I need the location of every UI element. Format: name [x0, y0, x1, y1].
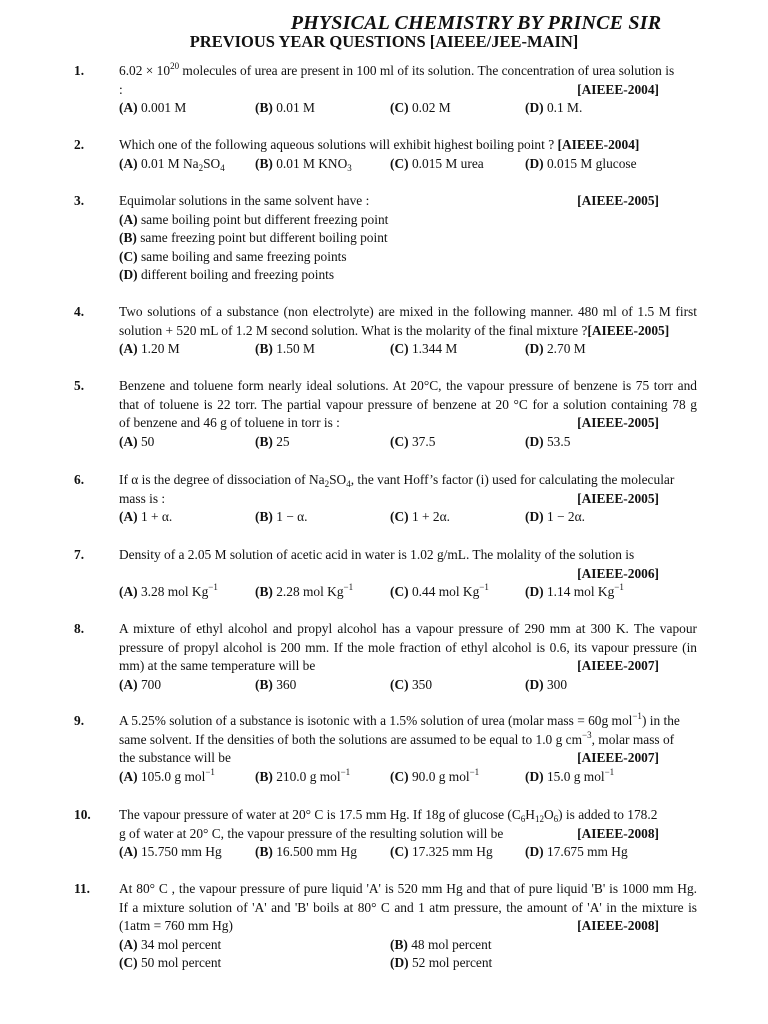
option-c: (C) 0.015 M urea: [390, 155, 484, 171]
option-b: (B) 48 mol percent: [390, 936, 492, 952]
question-body: [119, 712, 697, 786]
option-d: (D) 0.1 M.: [525, 100, 583, 116]
option-c: (C) 1.344 M: [390, 341, 458, 357]
option-b: (B) 360: [255, 676, 297, 692]
option-a: (A) 105.0 g mol$^{-1}$: [119, 766, 215, 784]
exam-source: [AIEEE-2004]: [557, 137, 640, 152]
exam-source: [AIEEE-2008]: [577, 825, 659, 841]
option-b: (B) 1.50 M: [255, 341, 315, 357]
option-a: (A) 1 + α.: [119, 509, 173, 525]
question-number: 9.: [74, 713, 85, 728]
question-text: At 80° C , the vapour pressure of pure liquid 'A' is 520 mm Hg and that of pure liquid 'B' is 1000 mm Hg.: [119, 881, 697, 896]
options-row: [119, 99, 697, 118]
option-a: (A) 0.01 M $Na_2SO_4$: [119, 155, 225, 173]
option-c: (C) 0.02 M: [390, 100, 451, 116]
exam-source: [AIEEE-2005]: [577, 415, 659, 431]
question-text: of benzene and 46 g of toluene in torr is : [AIEEE-2005]: [119, 414, 697, 433]
options-row: [119, 936, 697, 955]
question-body: [119, 620, 697, 694]
option-b: (B) 16.500 mm Hg: [255, 844, 357, 860]
question-text: pressure of propyl alcohol is 200 mm. If the mole fraction of ethyl alcohol is 0.6, its vapour pressure (in: [119, 639, 697, 655]
question-number: 10.: [74, 807, 91, 822]
options-row: [119, 583, 697, 602]
question-number: 2.: [74, 137, 85, 152]
question-body: [119, 377, 697, 451]
options-row: [119, 843, 697, 862]
option-a: (A) 34 mol percent: [119, 936, 222, 952]
option-b: (B) 2.28 mol $Kg^{-1}$: [255, 582, 354, 600]
options-row: [119, 768, 697, 787]
question-body: [119, 806, 697, 862]
question-text: [119, 565, 697, 584]
question-text: : [AIEEE-2004]: [119, 81, 697, 100]
option-c: (C) 50 mol percent: [119, 955, 222, 971]
question-text: Density of a 2.05 M solution of acetic acid in water is 1.02 g/mL. The molality of the solution is: [119, 547, 635, 562]
option-c: (C) 0.44 mol $Kg^{-1}$: [390, 582, 489, 600]
question-text: If a mixture solution of 'A' and 'B' boils at 80° C and 1 atm pressure, the amount of 'A' in the mixture is: [119, 899, 697, 915]
question-text: solution + 520 mL of 1.2 M second solution. What is the molarity of the final mixture ?[AIEEE-2005]: [119, 322, 670, 338]
question-text: (1atm = 760 mm Hg) [AIEEE-2008]: [119, 917, 697, 936]
exam-source: [AIEEE-2005]: [577, 490, 659, 506]
option-a: (A) 3.28 mol $Kg^{-1}$: [119, 582, 218, 600]
option-d: (D) 1.14 mol $Kg^{-1}$: [525, 582, 624, 600]
question-text: that of toluene is 22 torr. The partial vapour pressure of benzene at 20 °C for a solution containing 78 g: [119, 396, 697, 412]
options-row: [119, 340, 697, 359]
option-b: (B) 25: [255, 433, 290, 449]
question-body: [119, 62, 697, 118]
option-c: (C) same boiling and same freezing points: [119, 248, 347, 264]
option-c: (C) 1 + 2α.: [390, 509, 450, 525]
option-b: (B) 0.01 M: [255, 100, 315, 116]
option-a: (A) 50: [119, 433, 155, 449]
option-c: (C) 17.325 mm Hg: [390, 844, 493, 860]
page-subtitle: PREVIOUS YEAR QUESTIONS [AIEEE/JEE-MAIN]: [189, 32, 579, 51]
question-number: 11.: [74, 881, 90, 896]
question-body: [119, 303, 697, 359]
option-d: (D) 52 mol percent: [390, 955, 493, 971]
question-body: [119, 880, 697, 973]
question-body: [119, 136, 697, 173]
option-a: (A) 15.750 mm Hg: [119, 844, 222, 860]
option-b: (B) 1 − α.: [255, 509, 308, 525]
option-c: (C) 37.5: [390, 433, 436, 449]
option-b: (B) 0.01 M $KNO_3$: [255, 155, 352, 173]
exam-source: [AIEEE-2006]: [577, 565, 659, 581]
question-text: the substance will be [AIEEE-2007]: [119, 749, 697, 768]
question-number: 8.: [74, 621, 85, 636]
options-row: [119, 155, 697, 174]
exam-source: [AIEEE-2005]: [577, 193, 659, 208]
exam-source: [AIEEE-2007]: [577, 750, 659, 766]
question-text: mm) at the same temperature will be [AIEEE-2007]: [119, 657, 697, 676]
question-body: [119, 546, 697, 602]
question-text: Two solutions of a substance (non electrolyte) are mixed in the following manner. 480 ml of 1.5 M first: [119, 304, 697, 319]
question-text: A 5.25% solution of a substance is isotonic with a 1.5% solution of urea (molar mass = 60g mol$^{-1}$) in the: [119, 711, 680, 728]
question-text: The vapour pressure of water at 20° C is 17.5 mm Hg. If 18g of glucose $(C_6H_{12}O_6)$ is added to 178.2: [119, 807, 658, 824]
exam-source: [AIEEE-2007]: [577, 658, 659, 674]
question-number: 6.: [74, 472, 85, 487]
question-text: Which one of the following aqueous solutions will exhibit highest boiling point ? [AIEEE-2004]: [119, 137, 640, 152]
option-a: (A) 700: [119, 676, 162, 692]
question-body: [119, 471, 697, 527]
question-text: same solvent. If the densities of both the solutions are assumed to be equal to 1.0 g $cm^{-3}$, molar mass of: [119, 729, 675, 747]
option-d: (D) 0.015 M glucose: [525, 155, 637, 171]
option-a: (A) 1.20 M: [119, 341, 180, 357]
option-d: (D) 300: [525, 676, 568, 692]
page-title: PHYSICAL CHEMISTRY BY PRINCE SIR: [290, 12, 662, 34]
question-number: 5.: [74, 378, 85, 393]
question-number: 3.: [74, 193, 85, 208]
option-a: (A) same boiling point but different freezing point: [119, 211, 389, 227]
exam-source: [AIEEE-2004]: [577, 81, 659, 97]
question-body: [119, 192, 697, 285]
options-row: [119, 508, 697, 527]
option-d: (D) 15.0 g mol$^{-1}$: [525, 766, 615, 784]
question-text: $6.02 \times 10^{20}$ molecules of urea are present in 100 ml of its solution. The concentration of urea solution is: [119, 61, 675, 78]
question-text: g of water at 20° C, the vapour pressure of the resulting solution will be [AIEEE-2008]: [119, 825, 697, 844]
question-number: 4.: [74, 304, 85, 319]
question-text: A mixture of ethyl alcohol and propyl alcohol has a vapour pressure of 290 mm at 300 K. The vapour: [119, 621, 697, 636]
options-row: [119, 954, 697, 973]
question-number: 7.: [74, 547, 85, 562]
question-number: 1.: [74, 63, 85, 78]
option-c: (C) 350: [390, 676, 433, 692]
option-d: (D) 17.675 mm Hg: [525, 844, 628, 860]
option-d: (D) 2.70 M: [525, 341, 586, 357]
question-text: Equimolar solutions in the same solvent have : [AIEEE-2005]: [119, 192, 697, 211]
option-d: (D) 53.5: [525, 433, 571, 449]
option-c: (C) 90.0 g mol$^{-1}$: [390, 766, 480, 784]
option-b: (B) same freezing point but different boiling point: [119, 230, 388, 246]
option-d: (D) 1 − 2α.: [525, 509, 585, 525]
exam-source: [AIEEE-2008]: [577, 918, 659, 934]
question-text: mass is : [AIEEE-2005]: [119, 490, 697, 509]
question-text: If α is the degree of dissociation of $Na_2SO_4$, the vant Hoff’s factor (i) used for calculating the molecular: [119, 472, 675, 489]
options-row: [119, 433, 697, 452]
option-a: (A) 0.001 M: [119, 100, 187, 116]
exam-source: [AIEEE-2005]: [587, 322, 670, 338]
options-row: [119, 676, 697, 695]
option-b: (B) 210.0 g mol$^{-1}$: [255, 766, 351, 784]
question-text: Benzene and toluene form nearly ideal solutions. At 20°C, the vapour pressure of benzene is 75 torr and: [119, 378, 697, 393]
option-d: (D) different boiling and freezing points: [119, 267, 335, 283]
